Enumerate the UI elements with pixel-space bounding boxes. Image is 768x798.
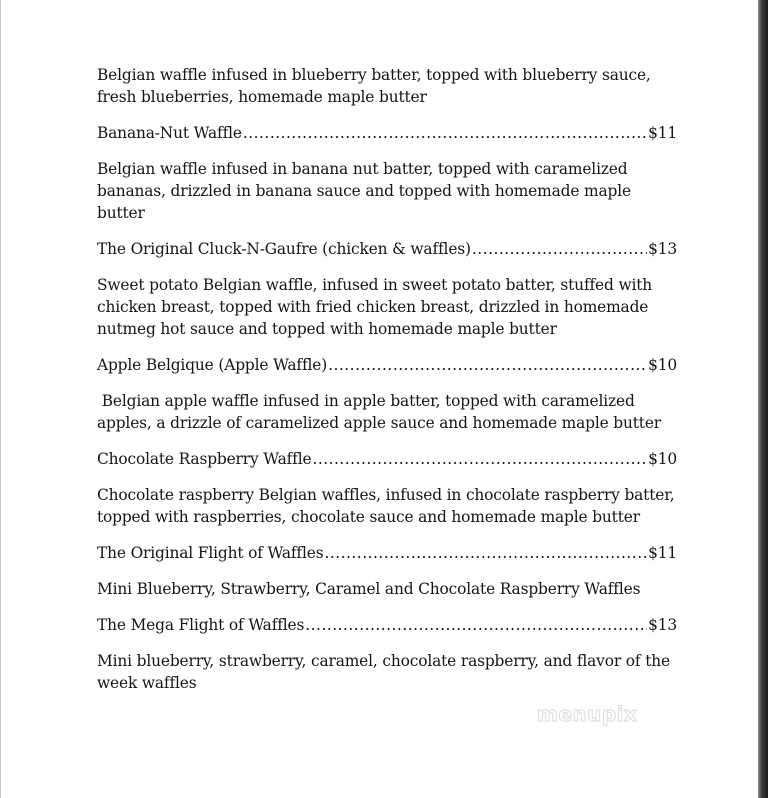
item-price: $13 — [648, 616, 677, 634]
menu-item-title — [97, 614, 677, 636]
item-name: Apple Belgique (Apple Waffle) — [97, 356, 328, 374]
menu-list — [97, 64, 677, 708]
item-price: $11 — [648, 124, 677, 142]
item-description: Chocolate raspberry Belgian waffles, infused in chocolate raspberry batter, topped with raspberries, chocolate sauce and homemade maple butter — [97, 486, 675, 526]
item-name: The Mega Flight of Waffles — [97, 616, 305, 634]
dot-leader — [312, 448, 647, 470]
item-name: Chocolate Raspberry Waffle — [97, 450, 312, 468]
item-description: Sweet potato Belgian waffle, infused in sweet potato batter, stuffed with chicken breast, topped with fried chicken breast, drizzled in homemade nutmeg hot sauce and topped with homemade maple butter — [97, 276, 653, 338]
item-name: The Original Cluck-N-Gaufre (chicken & waffles) — [97, 240, 471, 258]
item-description: Belgian waffle infused in banana nut batter, topped with caramelized bananas, drizzled in banana sauce and topped with homemade maple butter — [97, 160, 631, 222]
menu-item-title — [97, 238, 677, 260]
item-description: Belgian waffle infused in blueberry batter, topped with blueberry sauce, fresh blueberries, homemade maple butter — [97, 66, 651, 106]
menu-item-title — [97, 122, 677, 144]
page-edge-shadow — [758, 0, 768, 798]
item-description: Mini Blueberry, Strawberry, Caramel and Chocolate Raspberry Waffles — [97, 580, 641, 598]
watermark: menupix — [537, 702, 638, 726]
item-price: $13 — [648, 240, 677, 258]
dot-leader — [328, 354, 647, 376]
item-description: Belgian apple waffle infused in apple batter, topped with caramelized apples, a drizzle of caramelized apple sauce and homemade maple butter — [97, 392, 662, 432]
item-price: $10 — [648, 450, 677, 468]
dot-leader — [305, 614, 647, 636]
menu-item-title — [97, 448, 677, 470]
dot-leader — [472, 238, 647, 260]
menu-item-title — [97, 542, 677, 564]
dot-leader — [243, 122, 647, 144]
item-name: The Original Flight of Waffles — [97, 544, 324, 562]
item-price: $10 — [648, 356, 677, 374]
dot-leader — [324, 542, 647, 564]
item-description: Mini blueberry, strawberry, caramel, chocolate raspberry, and flavor of the week waffles — [97, 652, 670, 692]
menu-item-title — [97, 354, 677, 376]
item-price: $11 — [648, 544, 677, 562]
item-name: Banana-Nut Waffle — [97, 124, 242, 142]
